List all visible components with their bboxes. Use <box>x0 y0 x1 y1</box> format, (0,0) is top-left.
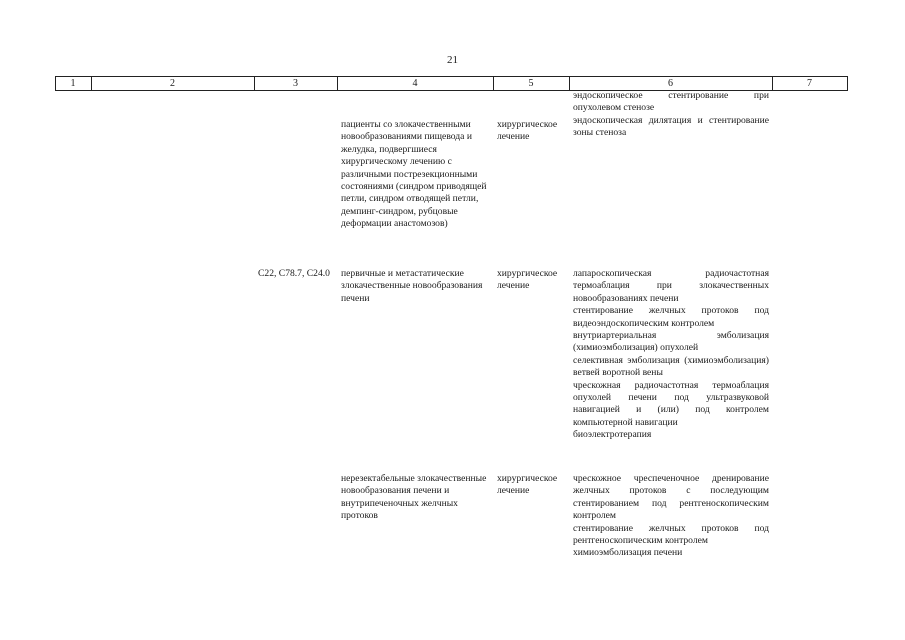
treatment-method: лапароскопическая радиочастотная термоаблация при злокачественных новообразованиях печени <box>573 268 769 304</box>
treatment-method: чрескожная радиочастотная термоаблация опухолей печени под ультразвуковой навигацией и (или) под контролем компьютерной навигации <box>573 379 769 428</box>
treatment-method: эндоскопическое стентирование при опухолевом стенозе <box>573 90 769 114</box>
page-number: 21 <box>447 54 458 66</box>
column-number: 7 <box>807 78 812 89</box>
treatment-method: внутриартериальная эмболизация (химиоэмболизация) опухолей <box>573 330 769 354</box>
column-number: 5 <box>528 78 534 89</box>
treatment-method: стентирование желчных протоков под видеоэндоскопическим контролем <box>573 305 769 329</box>
patient-model: пациенты со злокачественными новообразованиями пищевода и желудка, подвергшиеся хирургическому лечению с различными пострезекционными состояниями (синдром приводящей петли, синдром отводящей петли, демпинг-синдром, рубцовые деформации анастомозов) <box>341 119 487 230</box>
column-number: 2 <box>170 78 175 89</box>
treatment-method: биоэлектротерапия <box>573 429 652 441</box>
continued-methods <box>573 90 769 140</box>
column-number: 6 <box>668 78 673 89</box>
diagnosis-codes: C22, C78.7, C24.0 <box>258 268 330 279</box>
treatment-methods <box>573 268 769 442</box>
patient-model: первичные и метастатические злокачественные новообразования печени <box>341 268 483 304</box>
column-number: 1 <box>70 78 76 89</box>
treatment-type: хирургическое лечение <box>497 119 558 143</box>
column-divider <box>847 77 848 90</box>
column-number: 3 <box>293 78 298 89</box>
treatment-type: хирургическое лечение <box>497 268 558 292</box>
treatment-method: эндоскопическая дилятация и стентирование зоны стеноза <box>573 114 769 139</box>
column-number: 4 <box>412 78 418 89</box>
treatment-method: стентирование желчных протоков под рентгеноскопическим контролем <box>573 522 769 547</box>
treatment-methods <box>573 473 769 560</box>
treatment-method: чрескожное чреспеченочное дренирование желчных протоков с последующим стентированием под рентгеноскопическим контролем <box>573 473 769 522</box>
patient-model: нерезектабельные злокачественные новообразования печени и внутрипеченочных желчных протоков <box>341 473 487 522</box>
treatment-type: хирургическое лечение <box>497 473 558 497</box>
treatment-method: селективная эмболизация (химиоэмболизация) ветвей воротной вены <box>573 354 769 379</box>
treatment-method: химиоэмболизация печени <box>573 547 683 559</box>
